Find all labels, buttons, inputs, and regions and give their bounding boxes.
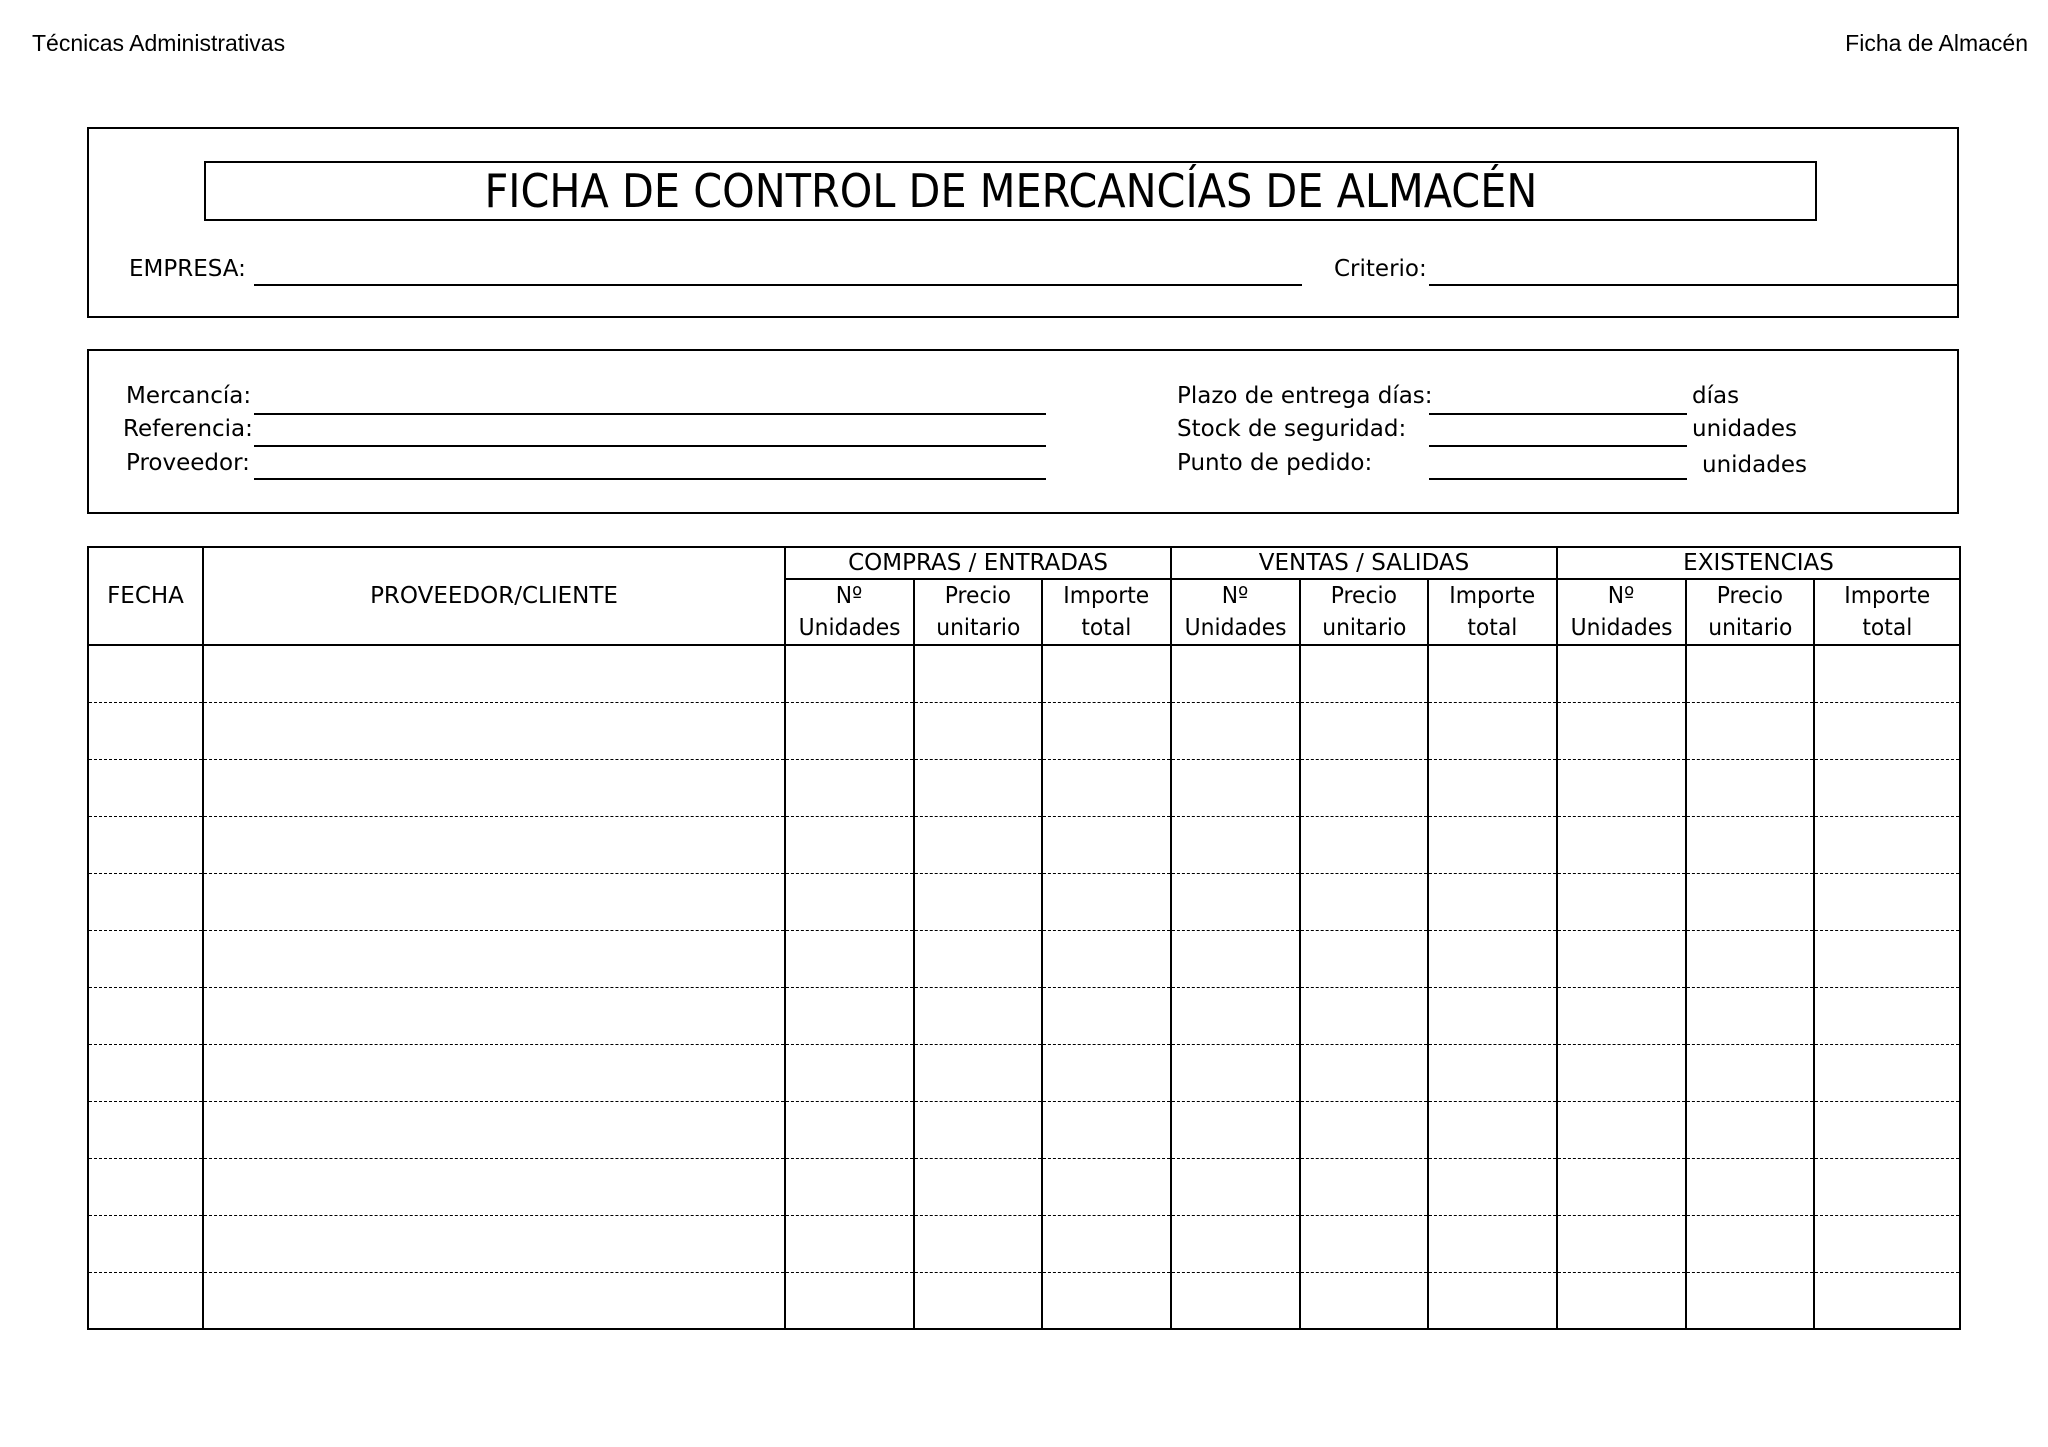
proveedor-cliente-header: PROVEEDOR/CLIENTE [203, 547, 785, 645]
table-cell[interactable] [1300, 930, 1428, 987]
table-cell[interactable] [785, 1272, 914, 1329]
table-cell[interactable] [203, 759, 785, 816]
empresa-label: EMPRESA: [129, 256, 246, 282]
table-cell[interactable] [785, 873, 914, 930]
existencias-group-header: EXISTENCIAS [1557, 547, 1960, 579]
table-cell[interactable] [1300, 702, 1428, 759]
table-cell[interactable] [1171, 816, 1300, 873]
sub-header-line2: unitario [1707, 615, 1793, 641]
table-cell[interactable] [1042, 1158, 1171, 1215]
table-cell[interactable] [1171, 1272, 1300, 1329]
table-cell[interactable] [785, 930, 914, 987]
sub-header-line1: Precio [1330, 583, 1398, 609]
table-cell[interactable] [1428, 930, 1557, 987]
plazo-label: Plazo de entrega días: [1177, 383, 1433, 409]
table-cell[interactable] [1557, 702, 1686, 759]
table-cell[interactable] [785, 987, 914, 1044]
sub-header-line1: Nº [836, 583, 863, 609]
referencia-label: Referencia: [123, 416, 253, 442]
table-cell[interactable] [203, 1272, 785, 1329]
table-cell[interactable] [914, 873, 1042, 930]
table-cell[interactable] [88, 1101, 203, 1158]
punto-unit: unidades [1702, 452, 1807, 478]
table-cell[interactable] [1042, 645, 1171, 702]
table-cell[interactable] [914, 1158, 1042, 1215]
table-cell[interactable] [1557, 1101, 1686, 1158]
table-cell[interactable] [914, 1101, 1042, 1158]
table-cell[interactable] [1557, 1272, 1686, 1329]
sub-header-line1: Importe [1844, 583, 1930, 609]
table-cell[interactable] [203, 1158, 785, 1215]
table-cell[interactable] [1042, 1044, 1171, 1101]
table-cell[interactable] [1428, 759, 1557, 816]
table-cell[interactable] [203, 645, 785, 702]
table-cell[interactable] [1814, 816, 1960, 873]
table-cell[interactable] [1428, 873, 1557, 930]
sub-header-line1: Importe [1063, 583, 1150, 609]
running-header-right: Ficha de Almacén [1845, 30, 2028, 56]
table-cell[interactable] [914, 816, 1042, 873]
existencias-unidades-header [1557, 579, 1686, 645]
table-cell[interactable] [1042, 816, 1171, 873]
sub-header-line1: Nº [1222, 583, 1249, 609]
table-cell[interactable] [203, 1101, 785, 1158]
table-cell[interactable] [88, 873, 203, 930]
table-cell[interactable] [88, 1272, 203, 1329]
table-cell[interactable] [1686, 987, 1814, 1044]
table-cell[interactable] [1300, 873, 1428, 930]
table-cell[interactable] [88, 1158, 203, 1215]
table-cell[interactable] [914, 759, 1042, 816]
table-cell[interactable] [1042, 987, 1171, 1044]
ventas-group-header: VENTAS / SALIDAS [1171, 547, 1557, 579]
table-cell[interactable] [914, 702, 1042, 759]
table-cell[interactable] [1686, 930, 1814, 987]
table-cell[interactable] [1686, 873, 1814, 930]
table-cell[interactable] [1814, 1158, 1960, 1215]
compras-group-header: COMPRAS / ENTRADAS [785, 547, 1171, 579]
sub-header-line2: total [1862, 615, 1912, 641]
table-cell[interactable] [1814, 1101, 1960, 1158]
form-header-box [87, 127, 1959, 318]
table-cell[interactable] [1814, 987, 1960, 1044]
punto-field[interactable] [1429, 478, 1687, 480]
sub-header-line2: Unidades [1184, 615, 1287, 641]
table-row [88, 702, 1960, 759]
table-cell[interactable] [1042, 702, 1171, 759]
table-cell[interactable] [1171, 759, 1300, 816]
table-cell[interactable] [1557, 759, 1686, 816]
sub-header-line2: unitario [935, 615, 1021, 641]
table-cell[interactable] [1557, 645, 1686, 702]
table-cell[interactable] [1300, 1215, 1428, 1272]
ventas-unidades-header [1171, 579, 1300, 645]
table-cell[interactable] [1557, 1215, 1686, 1272]
plazo-unit: días [1692, 383, 1740, 409]
table-cell[interactable] [1171, 1158, 1300, 1215]
punto-label: Punto de pedido: [1177, 450, 1373, 476]
table-row [88, 759, 1960, 816]
table-cell[interactable] [88, 930, 203, 987]
sub-header-line2: total [1081, 615, 1132, 641]
ledger-table [87, 546, 1961, 1330]
table-cell[interactable] [1814, 930, 1960, 987]
table-cell[interactable] [88, 645, 203, 702]
ledger-header [88, 547, 1960, 645]
table-cell[interactable] [914, 987, 1042, 1044]
table-cell[interactable] [1042, 930, 1171, 987]
running-header-left: Técnicas Administrativas [32, 30, 286, 56]
table-cell[interactable] [1686, 1158, 1814, 1215]
table-row [88, 1101, 1960, 1158]
table-cell[interactable] [785, 1101, 914, 1158]
proveedor-field[interactable] [254, 478, 1046, 480]
mercancia-field[interactable] [254, 413, 1046, 415]
table-cell[interactable] [1300, 1272, 1428, 1329]
table-cell[interactable] [88, 1215, 203, 1272]
table-cell[interactable] [1042, 759, 1171, 816]
table-cell[interactable] [1042, 1101, 1171, 1158]
table-cell[interactable] [1814, 873, 1960, 930]
table-cell[interactable] [1042, 1272, 1171, 1329]
table-cell[interactable] [1686, 702, 1814, 759]
table-cell[interactable] [1428, 1101, 1557, 1158]
table-cell[interactable] [1428, 816, 1557, 873]
stock-field[interactable] [1429, 445, 1687, 447]
compras-unidades-header [785, 579, 914, 645]
table-cell[interactable] [1428, 1215, 1557, 1272]
sub-header-line1: Precio [1716, 583, 1784, 609]
table-cell[interactable] [1686, 816, 1814, 873]
table-cell[interactable] [1300, 1101, 1428, 1158]
table-cell[interactable] [914, 645, 1042, 702]
table-row [88, 1272, 1960, 1329]
ventas-importe-total-header [1428, 579, 1557, 645]
table-cell[interactable] [1300, 1158, 1428, 1215]
table-cell[interactable] [1428, 645, 1557, 702]
mercancia-label: Mercancía: [126, 383, 252, 409]
form-title: FICHA DE CONTROL DE MERCANCÍAS DE ALMACÉN [484, 164, 1537, 218]
table-cell[interactable] [1171, 930, 1300, 987]
table-cell[interactable] [914, 1215, 1042, 1272]
table-row [88, 816, 1960, 873]
ventas-precio-unitario-header [1300, 579, 1428, 645]
compras-precio-unitario-header [914, 579, 1042, 645]
table-cell[interactable] [785, 645, 914, 702]
sub-header-line2: unitario [1321, 615, 1407, 641]
table-cell[interactable] [1686, 759, 1814, 816]
sub-header-line1: Precio [944, 583, 1012, 609]
plazo-field[interactable] [1429, 413, 1687, 415]
table-cell[interactable] [1557, 1158, 1686, 1215]
stock-label: Stock de seguridad: [1177, 416, 1407, 442]
empresa-field[interactable] [254, 284, 1302, 286]
table-cell[interactable] [1814, 702, 1960, 759]
table-cell[interactable] [1300, 759, 1428, 816]
table-cell[interactable] [1171, 873, 1300, 930]
table-cell[interactable] [785, 702, 914, 759]
table-cell[interactable] [785, 759, 914, 816]
table-cell[interactable] [203, 873, 785, 930]
table-cell[interactable] [1557, 930, 1686, 987]
compras-importe-total-header [1042, 579, 1171, 645]
table-cell[interactable] [88, 987, 203, 1044]
sub-header-line1: Nº [1608, 583, 1635, 609]
table-cell[interactable] [914, 1044, 1042, 1101]
table-cell[interactable] [1428, 1158, 1557, 1215]
table-cell[interactable] [1686, 1101, 1814, 1158]
table-cell[interactable] [1300, 645, 1428, 702]
table-cell[interactable] [88, 816, 203, 873]
table-cell[interactable] [1814, 1044, 1960, 1101]
table-cell[interactable] [914, 1272, 1042, 1329]
table-cell[interactable] [203, 1044, 785, 1101]
table-cell[interactable] [1171, 645, 1300, 702]
table-cell[interactable] [88, 1044, 203, 1101]
existencias-precio-unitario-header [1686, 579, 1814, 645]
table-cell[interactable] [203, 816, 785, 873]
table-cell[interactable] [1300, 987, 1428, 1044]
table-row [88, 1215, 1960, 1272]
table-cell[interactable] [1557, 1044, 1686, 1101]
table-cell[interactable] [1814, 1215, 1960, 1272]
table-cell[interactable] [1300, 1044, 1428, 1101]
table-cell[interactable] [1686, 1215, 1814, 1272]
table-cell[interactable] [1686, 1272, 1814, 1329]
table-cell[interactable] [203, 702, 785, 759]
item-info-box [87, 349, 1959, 514]
table-cell[interactable] [1557, 987, 1686, 1044]
table-cell[interactable] [1686, 1044, 1814, 1101]
table-cell[interactable] [1428, 1272, 1557, 1329]
table-cell[interactable] [914, 930, 1042, 987]
table-cell[interactable] [1814, 759, 1960, 816]
sub-header-line1: Importe [1449, 583, 1536, 609]
stock-unit: unidades [1692, 416, 1797, 442]
table-cell[interactable] [1557, 816, 1686, 873]
table-cell[interactable] [1428, 987, 1557, 1044]
table-cell[interactable] [203, 987, 785, 1044]
table-cell[interactable] [1171, 1044, 1300, 1101]
referencia-field[interactable] [254, 445, 1046, 447]
criterio-field[interactable] [1429, 284, 1959, 286]
existencias-importe-total-header [1814, 579, 1960, 645]
table-cell[interactable] [785, 1215, 914, 1272]
table-cell[interactable] [1686, 645, 1814, 702]
fecha-header: FECHA [88, 547, 203, 645]
table-cell[interactable] [1557, 873, 1686, 930]
table-cell[interactable] [1042, 1215, 1171, 1272]
proveedor-label: Proveedor: [126, 450, 250, 476]
table-cell[interactable] [1042, 873, 1171, 930]
table-row [88, 930, 1960, 987]
table-cell[interactable] [785, 1158, 914, 1215]
table-cell[interactable] [1428, 702, 1557, 759]
table-cell[interactable] [1171, 1215, 1300, 1272]
form-title-box [204, 161, 1817, 221]
table-cell[interactable] [88, 702, 203, 759]
table-row [88, 1158, 1960, 1215]
table-cell[interactable] [1300, 816, 1428, 873]
sub-header-line2: total [1467, 615, 1518, 641]
table-cell[interactable] [203, 930, 785, 987]
table-row [88, 1044, 1960, 1101]
sub-header-line2: Unidades [1570, 615, 1673, 641]
table-row [88, 873, 1960, 930]
ledger-body [88, 645, 1960, 1329]
table-row [88, 987, 1960, 1044]
table-cell[interactable] [785, 816, 914, 873]
table-cell[interactable] [1428, 1044, 1557, 1101]
sub-header-line2: Unidades [798, 615, 901, 641]
table-cell[interactable] [1171, 1101, 1300, 1158]
table-cell[interactable] [1814, 645, 1960, 702]
table-cell[interactable] [1171, 702, 1300, 759]
table-cell[interactable] [785, 1044, 914, 1101]
table-cell[interactable] [88, 759, 203, 816]
table-row [88, 645, 1960, 702]
criterio-label: Criterio: [1334, 256, 1427, 282]
table-cell[interactable] [1814, 1272, 1960, 1329]
table-cell[interactable] [1171, 987, 1300, 1044]
table-cell[interactable] [203, 1215, 785, 1272]
